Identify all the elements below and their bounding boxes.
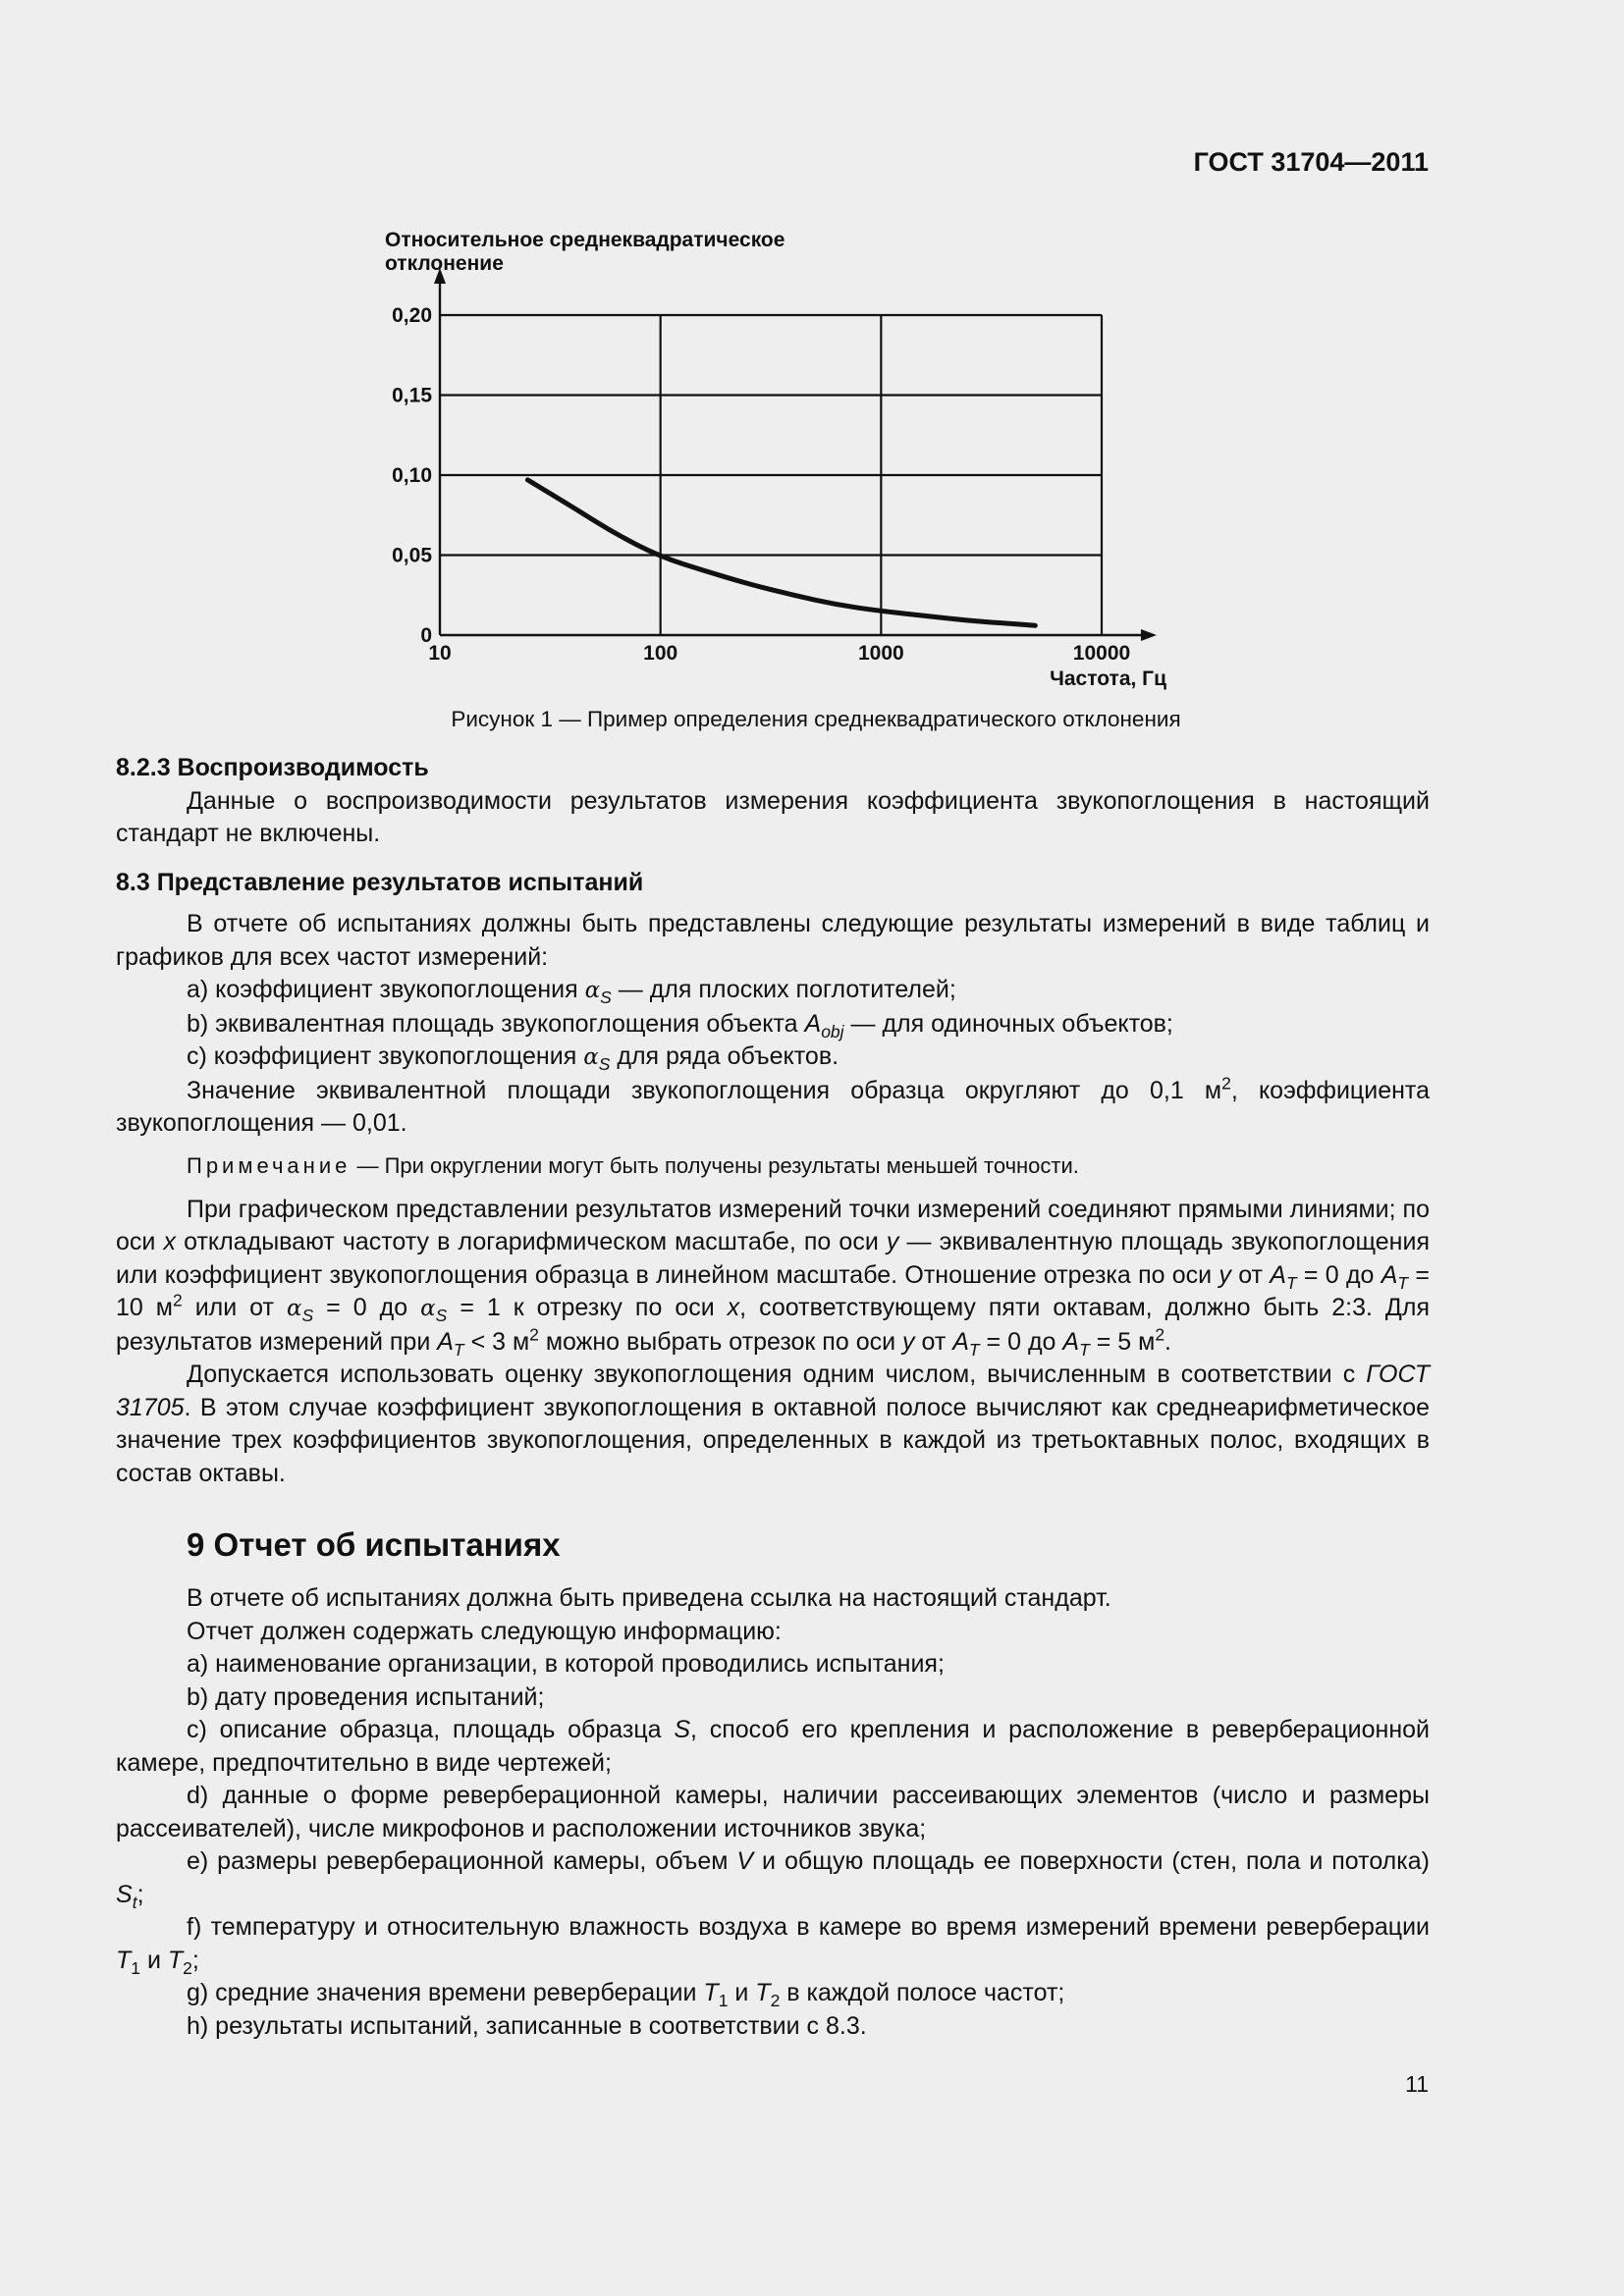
- chart-axis-labels: [385, 229, 1166, 690]
- chart-series: [527, 480, 1035, 625]
- note-text: — При округлении могут быть получены результаты меньшей точности.: [351, 1152, 1079, 1178]
- report-item-f: f) температуру и относительную влажность воздуха в камере во время измерений времени реверберации $T_1$ и $T_2$;: [116, 1913, 1430, 1978]
- section-9-p1: В отчете об испытаниях должна быть приведена ссылка на настоящий стандарт.: [187, 1584, 1111, 1612]
- y-tick-label: 0,10: [392, 464, 432, 487]
- section-8-2-3-heading: 8.2.3 Воспроизводимость: [116, 754, 429, 781]
- list-item-c: c) коэффициент звукопоглощения $\alpha_S$ для ряда объектов.: [187, 1042, 839, 1074]
- y-tick-label: 0,20: [392, 304, 432, 327]
- document-id-header: ГОСТ 31704—2011: [1193, 147, 1429, 177]
- x-axis-arrow: [1141, 629, 1157, 641]
- report-item-b: b) дату проведения испытаний;: [187, 1682, 545, 1711]
- x-tick-label: 100: [643, 642, 678, 665]
- section-9-heading: 9 Отчет об испытаниях: [187, 1526, 561, 1563]
- report-item-g: g) средние значения времени реверберации $T_1$ и $T_2$ в каждой полосе частот;: [187, 1979, 1065, 2010]
- gost-31705-reference: ГОСТ 31705: [116, 1361, 1430, 1421]
- rounding-paragraph: Значение эквивалентной площади звукопоглощения образца округляют до 0,1 $м^2$, коэффициента звукопоглощения — 0,01.: [116, 1073, 1430, 1137]
- y-axis-label-line2: отклонение: [385, 252, 504, 275]
- x-axis-label: Частота, Гц: [1050, 667, 1166, 690]
- y-tick-label: 0: [420, 624, 432, 647]
- graph-representation-paragraph: При графическом представлении результатов измерений точки измерений соединяют прямыми линиями; по оси x откладывают частоту в логарифмическом масштабе, по оси y — эквивалентную площадь звукопоглощения или коэффициент звукопоглощения образца в линейном масштабе. Отношение отрезка по оси y от $A_T = 0$ до $A_T = 10$ $м^2$ или от $\alpha_S = 0$ до $\alpha_S = 1$ к отрезку по оси x, соответствующему пяти октавам, должно быть 2:3. Для результатов измерений при $A_T < 3$ $м^2$ можно выбрать отрезок по оси y от $A_T = 0$ до $A_T = 5$ $м^2$.: [116, 1195, 1430, 1360]
- section-8-3-heading: 8.3 Представление результатов испытаний: [116, 868, 644, 896]
- std-deviation-chart: [334, 221, 1198, 692]
- y-tick-label: 0,05: [392, 544, 432, 567]
- deviation-curve: [527, 480, 1035, 625]
- list-item-a: a) коэффициент звукопоглощения $\alpha_S$ — для плоских поглотителей;: [187, 976, 956, 1007]
- report-item-h: h) результаты испытаний, записанные в соответствии с 8.3.: [187, 2011, 867, 2040]
- report-item-a: a) наименование организации, в которой проводились испытания;: [187, 1650, 945, 1678]
- x-tick-label: 10000: [1072, 642, 1131, 665]
- note: [187, 1150, 1430, 1182]
- section-9-p2: Отчет должен содержать следующую информацию:: [187, 1617, 782, 1645]
- y-tick-label: 0,15: [392, 384, 432, 407]
- single-number-rating-paragraph: Допускается использовать оценку звукопоглощения одним числом, вычисленным в соответствии с ГОСТ 31705. В этом случае коэффициент звукопоглощения в октавной полосе вычисляют как среднеарифметическое значение трех коэффициентов звукопоглощения, определенных в каждой из третьоктавных полос, входящих в состав октавы.: [116, 1361, 1430, 1487]
- y-axis-label-line1: Относительное среднеквадратическое: [385, 229, 785, 251]
- section-8-3-intro: В отчете об испытаниях должны быть представлены следующие результаты измерений в виде таблиц и графиков для всех частот измерений:: [116, 910, 1430, 971]
- report-item-d: d) данные о форме реверберационной камеры, наличии рассеивающих элементов (число и размеры рассеивателей), числе микрофонов и расположении источников звука;: [116, 1782, 1430, 1842]
- section-8-2-3-text: Данные о воспроизводимости результатов измерения коэффициента звукопоглощения в настоящий стандарт не включены.: [116, 786, 1430, 847]
- report-item-e: e) размеры реверберационной камеры, объем V и общую площадь ее поверхности (стен, пола и потолка) $S_t$;: [116, 1847, 1430, 1912]
- report-item-c: c) описание образца, площадь образца S, способ его крепления и расположение в реверберационной камере, предпочтительно в виде чертежей;: [116, 1716, 1430, 1777]
- x-tick-label: 1000: [857, 642, 904, 665]
- page-number: 11: [1405, 2071, 1429, 2097]
- chart-axes: [434, 268, 1157, 641]
- figure-caption: Рисунок 1 — Пример определения среднеквадратического отклонения: [451, 707, 1181, 731]
- note-label: Примечание: [187, 1152, 352, 1178]
- x-tick-label: 10: [428, 642, 452, 665]
- chart-tick-labels: [392, 304, 1130, 665]
- list-item-b: b) эквивалентная площадь звукопоглощения объекта $A_{obj}$ — для одиночных объектов;: [187, 1009, 1173, 1041]
- document-body: [116, 752, 1430, 2043]
